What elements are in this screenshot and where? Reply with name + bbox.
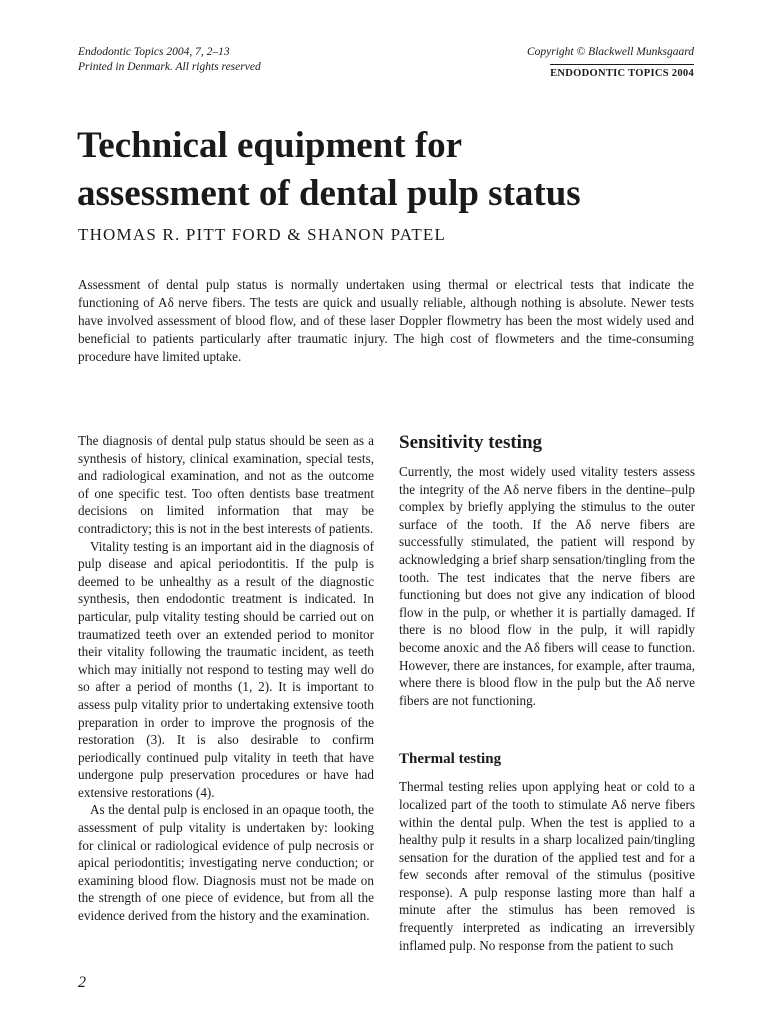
title-line-2: assessment of dental pulp status bbox=[77, 173, 581, 214]
journal-citation bbox=[78, 45, 261, 75]
subsection-heading: Thermal testing bbox=[399, 751, 502, 768]
journal-name: ENDODONTIC TOPICS 2004 bbox=[550, 64, 694, 81]
abstract: Assessment of dental pulp status is normally undertaken using thermal or electrical tests that indicate the functioning of Aδ nerve fibers. The tests are quick and usually reliable, although nothing is absolute. Newer tests have involved assessment of blood flow, and of these laser Doppler flowmetry has been the most widely used and beneficial to patients particularly after traumatic injury. The high cost of flowmeters and the time-consuming procedure have limited uptake. bbox=[78, 277, 694, 364]
body-paragraph: As the dental pulp is enclosed in an opaque tooth, the assessment of pulp vitality is undertaken by: looking for clinical or radiological evidence of pulp necrosis or apical periodontitis; investigating nerve conduction; or examining blood flow. Diagnosis must not be made on the strength of one piece of evidence, but from all the evidence derived from the history and the examination. bbox=[78, 802, 374, 924]
author-line: THOMAS R. PITT FORD & SHANON PATEL bbox=[78, 225, 447, 244]
body-paragraph: Thermal testing relies upon applying heat or cold to a localized part of the tooth to stimulate Aδ nerve fibers within the dental pulp. When the test is applied to a healthy pulp it results in a sharp localized pain/tingling sensation for the duration of the applied test and for a few seconds after removal of the stimulus (positive response). A pulp response lasting more than half a minute after the stimulus has been removed is frequently interpreted as indicating an irreversibly inflamed pulp. No response from the patient to such bbox=[399, 779, 695, 953]
page-number: 2 bbox=[78, 974, 86, 991]
body-paragraph: Vitality testing is an important aid in the diagnosis of pulp disease and apical periodontitis. If the pulp is deemed to be unhealthy as a result of the diagnostic synthesis, then endodontic treatment is indicated. In particular, pulp vitality testing should be carried out on traumatized teeth over an extended period to monitor their vitality following the traumatic incident, as teeth which may initially not respond to testing may well do so after a period of months (1, 2). It is important to assess pulp vitality prior to undertaking extensive tooth preparation in order to improve the prognosis of the restoration (3). It is also desirable to confirm periodically continued pulp vitality in teeth that have undergone pulp preservation procedures or have had extensive restorations (4). bbox=[78, 538, 374, 800]
body-paragraph: Currently, the most widely used vitality testers assess the integrity of the Aδ nerve fibers in the dentine–pulp complex by briefly applying the stimulus to the outer surface of the tooth. If the Aδ nerve fibers are successfully stimulated, the patient will respond by acknowledging a brief sharp sensation/tingling from the tooth. The test indicates that the nerve fibers are functioning but does not give any indication of blood flow in the pulp, or whether it is partially damaged. If there is no blood flow in the pulp, it will rapidly become anoxic and the Aδ fibers will cease to function. However, there are instances, for example, after trauma, where there is blood flow in the pulp but the Aδ nerve fibers are not functioning. bbox=[399, 464, 695, 708]
right-column bbox=[399, 432, 695, 954]
title-line-1: Technical equipment for bbox=[77, 125, 463, 166]
copyright-line: Copyright © Blackwell Munksgaard bbox=[526, 46, 694, 58]
article-title bbox=[77, 122, 697, 218]
section-heading: Sensitivity testing bbox=[399, 432, 543, 453]
body-paragraph: The diagnosis of dental pulp status should be seen as a synthesis of history, clinical examination, special tests, and radiological examination, and not as the outcome of one specific test. Too often dentists base treatment decisions on limited information that may be contradictory; this is not in the best interests of patients. bbox=[78, 433, 374, 536]
left-column bbox=[78, 432, 374, 925]
printed-line: Printed in Denmark. All rights reserved bbox=[78, 61, 261, 73]
citation-line: Endodontic Topics 2004, 7, 2–13 bbox=[78, 46, 230, 58]
copyright-block bbox=[527, 45, 694, 81]
